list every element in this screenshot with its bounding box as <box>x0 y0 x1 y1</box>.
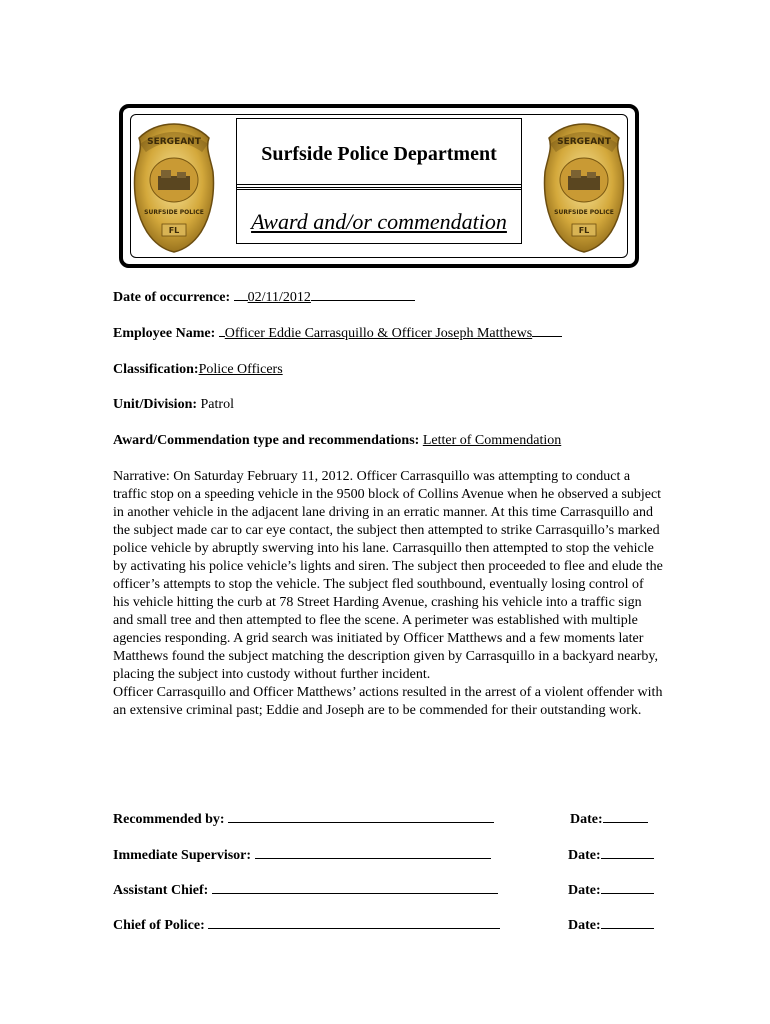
award-type-row <box>113 433 561 449</box>
badge-left-bottom-text: FL <box>168 226 180 235</box>
recommended-by-signature-line[interactable] <box>228 808 494 823</box>
narrative-section <box>113 468 663 720</box>
assistant-chief-label: Assistant Chief: <box>113 883 209 898</box>
employee-name-label: Employee Name: <box>113 326 216 341</box>
recommended-by-label: Recommended by: <box>113 812 225 827</box>
employee-name-row <box>113 326 562 342</box>
assistant-chief-date-label: Date: <box>568 883 601 898</box>
narrative-paragraph-1: Narrative: On Saturday February 11, 2012. Officer Carrasquillo was attempting to conduct a traffic stop on a speeding vehicle in the 9500 block of Collins Avenue when he observed a subject in another vehicle in the adjacent lane driving in an erratic manner. At this time Carrasquillo and the subject made car to car eye contact, the subject then attempted to strike Carrasquillo’s marked police vehicle by abruptly swerving into his lane. Carrasquillo then attempted to stop the vehicle by activating his police vehicle’s lights and siren. The subject then proceeded to flee and elude the officer’s attempts to stop the vehicle. The subject fled southbound, eventually losing control of his vehicle hitting the curb at 78 Street Harding Avenue, crashing his vehicle into a traffic sign and small tree and then attempted to flee the scene. A perimeter was established with multiple agencies responding. A grid search was initiated by Officer Matthews and a few moments later Matthews found the subject matching the description given by Carrasquillo in a backyard nearby, placing the subject into custody without further incident. <box>113 469 663 682</box>
immediate-supervisor-row <box>113 844 491 864</box>
chief-of-police-row <box>113 914 500 934</box>
classification-row <box>113 362 283 378</box>
immediate-supervisor-label: Immediate Supervisor: <box>113 848 252 863</box>
header-frame <box>119 104 639 268</box>
recommended-date-label: Date: <box>570 812 603 827</box>
unit-division-label: Unit/Division: <box>113 397 198 412</box>
award-type-label: Award/Commendation type and recommendations: <box>113 433 420 448</box>
chief-date-line[interactable] <box>601 914 654 929</box>
form-title: Award and/or commendation <box>236 184 522 244</box>
employee-name-value[interactable]: Officer Eddie Carrasquillo & Officer Joseph Matthews <box>224 326 533 341</box>
chief-date-row <box>568 914 654 934</box>
badge-right-bottom-text: FL <box>578 226 590 235</box>
immediate-supervisor-signature-line[interactable] <box>255 844 491 859</box>
supervisor-date-label: Date: <box>568 848 601 863</box>
assistant-chief-row <box>113 879 498 899</box>
award-type-value[interactable]: Letter of Commendation <box>422 433 562 448</box>
police-badge-icon <box>131 120 217 256</box>
classification-value[interactable]: Police Officers <box>198 362 283 377</box>
chief-of-police-signature-line[interactable] <box>208 914 500 929</box>
classification-label: Classification: <box>113 362 199 377</box>
police-badge-icon <box>541 120 627 256</box>
assistant-chief-date-line[interactable] <box>601 879 654 894</box>
date-of-occurrence-label: Date of occurrence: <box>113 290 231 305</box>
recommended-date-row <box>570 808 648 828</box>
recommended-by-row <box>113 808 494 828</box>
date-of-occurrence-value[interactable]: 02/11/2012 <box>247 290 311 305</box>
badge-right-mid-text: SURFSIDE POLICE <box>554 209 614 216</box>
chief-of-police-label: Chief of Police: <box>113 918 205 933</box>
unit-division-row <box>113 397 234 413</box>
date-of-occurrence-row <box>113 290 415 306</box>
badge-right-top-text: SERGEANT <box>557 137 611 147</box>
department-title: Surfside Police Department <box>236 118 522 190</box>
unit-division-value[interactable]: Patrol <box>200 397 234 412</box>
badge-left-top-text: SERGEANT <box>147 137 201 147</box>
supervisor-date-row <box>568 844 654 864</box>
chief-date-label: Date: <box>568 918 601 933</box>
supervisor-date-line[interactable] <box>601 844 654 859</box>
recommended-date-line[interactable] <box>603 808 648 823</box>
narrative-paragraph-2: Officer Carrasquillo and Officer Matthews’ actions resulted in the arrest of a violent offender with an extensive criminal past; Eddie and Joseph are to be commended for their outstanding work. <box>113 685 663 718</box>
assistant-chief-signature-line[interactable] <box>212 879 498 894</box>
assistant-chief-date-row <box>568 879 654 899</box>
badge-left-mid-text: SURFSIDE POLICE <box>144 209 204 216</box>
